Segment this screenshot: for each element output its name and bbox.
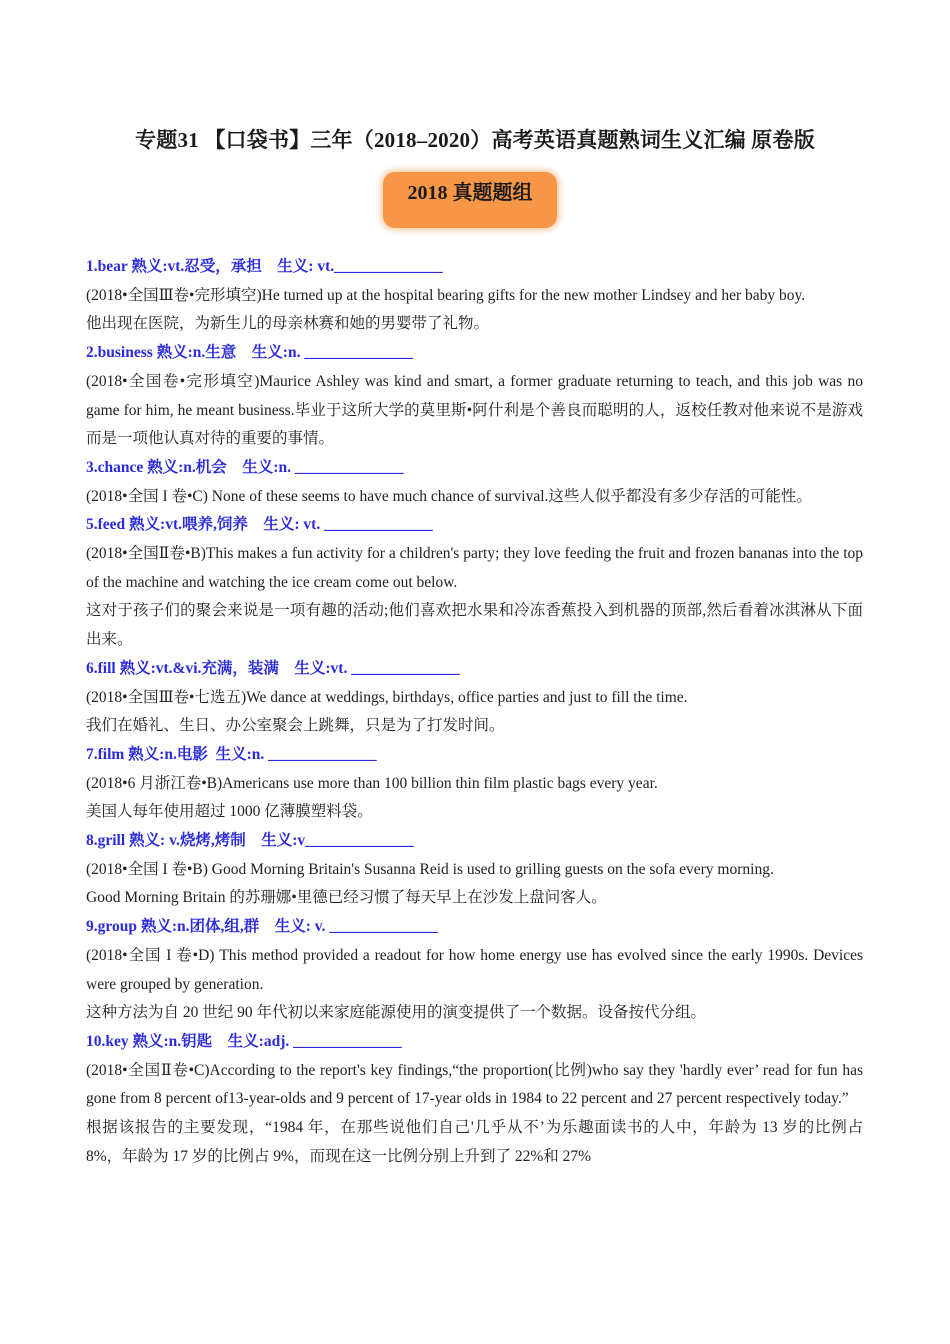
entry-heading: 8.grill 熟义: v.烧烤,烤制 生义:v______________ [86, 832, 414, 850]
example-sentence: (2018•全国Ⅲ卷•完形填空)He turned up at the hospital bearing gifts for the new mother Lindsey and her baby boy. [86, 286, 806, 304]
translation: 这种方法为自 20 世纪 90 年代初以来家庭能源使用的演变提供了一个数据。设备按代分组。 [86, 1004, 707, 1022]
example-sentence: (2018•全国 I 卷•C) None of these seems to have much chance of survival.这些人似乎都没有多少存活的可能性。 [86, 487, 812, 505]
entry-bear [86, 253, 863, 339]
entry-key [86, 1028, 863, 1172]
entry-heading: 2.business 熟义:n.生意 生义:n. ______________ [86, 344, 413, 362]
entry-fill [86, 655, 863, 741]
example-sentence: (2018•全国 I 卷•D) This method provided a readout for how home energy use has evolved since the early 1990s. Devices were grouped by generation. [86, 946, 863, 993]
example-sentence: (2018•全国卷•完形填空)Maurice Ashley was kind and smart, a former graduate returning to teach, and this job was no game for him, he meant business.毕业于这所大学的莫里斯•阿什利是个善良而聪明的人，返校任教对他来说不是游戏而是一项他认真对待的重要的事情。 [86, 372, 863, 448]
entry-heading: 5.feed 熟义:vt.喂养,饲养 生义: vt. ______________ [86, 516, 433, 534]
entry-list [86, 253, 863, 1172]
entry-film [86, 741, 863, 827]
example-sentence: (2018•全国 I 卷•B) Good Morning Britain's Susanna Reid is used to grilling guests on the sofa every morning. [86, 860, 774, 878]
translation: 他出现在医院，为新生儿的母亲林赛和她的男婴带了礼物。 [86, 315, 490, 333]
entry-chance [86, 454, 863, 511]
translation: 我们在婚礼、生日、办公室聚会上跳舞，只是为了打发时间。 [86, 717, 505, 735]
entry-heading: 10.key 熟义:n.钥匙 生义:adj. ______________ [86, 1032, 402, 1050]
translation: 这对于孩子们的聚会来说是一项有趣的活动;他们喜欢把水果和冷冻香蕉投入到机器的顶部,然后看着冰淇淋从下面出来。 [86, 602, 863, 649]
entry-feed [86, 511, 863, 655]
translation: 美国人每年使用超过 1000 亿薄膜塑料袋。 [86, 803, 373, 821]
entry-heading: 9.group 熟义:n.团体,组,群 生义: v. ______________ [86, 918, 438, 936]
entry-heading: 7.film 熟义:n.电影 生义:n. ______________ [86, 745, 377, 763]
example-sentence: (2018•6 月浙江卷•B)Americans use more than 100 billion thin film plastic bags every year. [86, 774, 658, 792]
entry-group [86, 913, 863, 1028]
entry-heading: 6.fill 熟义:vt.&vi.充满，装满 生义:vt. ______________ [86, 659, 460, 677]
example-sentence: (2018•全国Ⅱ卷•C)According to the report's key findings,“the proportion(比例)who say they 'hardly ever’ read for fun has gone from 8 percent of13-year-olds and 9 percent of 17-year olds in 1984 to 22 percent and 27 percent respectively today.” [86, 1061, 863, 1108]
entry-business [86, 339, 863, 454]
translation: Good Morning Britain 的苏珊娜•里德已经习惯了每天早上在沙发上盘问客人。 [86, 889, 607, 907]
example-sentence: (2018•全国Ⅱ卷•B)This makes a fun activity for a children's party; they love feeding the fruit and frozen bananas into the top of the machine and watching the ice cream come out below. [86, 545, 863, 591]
document-title: 专题31 【口袋书】三年（2018–2020）高考英语真题熟词生义汇编 原卷版 [135, 128, 815, 152]
entry-heading: 1.bear 熟义:vt.忍受，承担 生义: vt.______________ [86, 258, 443, 275]
entry-heading: 3.chance 熟义:n.机会 生义:n. ______________ [86, 458, 404, 476]
entry-grill [86, 827, 863, 913]
example-sentence: (2018•全国Ⅲ卷•七选五)We dance at weddings, birthdays, office parties and just to fill the time. [86, 688, 688, 706]
section-badge: 2018 真题题组 [383, 172, 557, 228]
translation: 根据该报告的主要发现，“1984 年，在那些说他们自己'几乎从不’为乐趣面读书的人中，年龄为 13 岁的比例占 8%，年龄为 17 岁的比例占 9%，而现在这一比例分别上升到了 22%和 27% [86, 1119, 863, 1165]
